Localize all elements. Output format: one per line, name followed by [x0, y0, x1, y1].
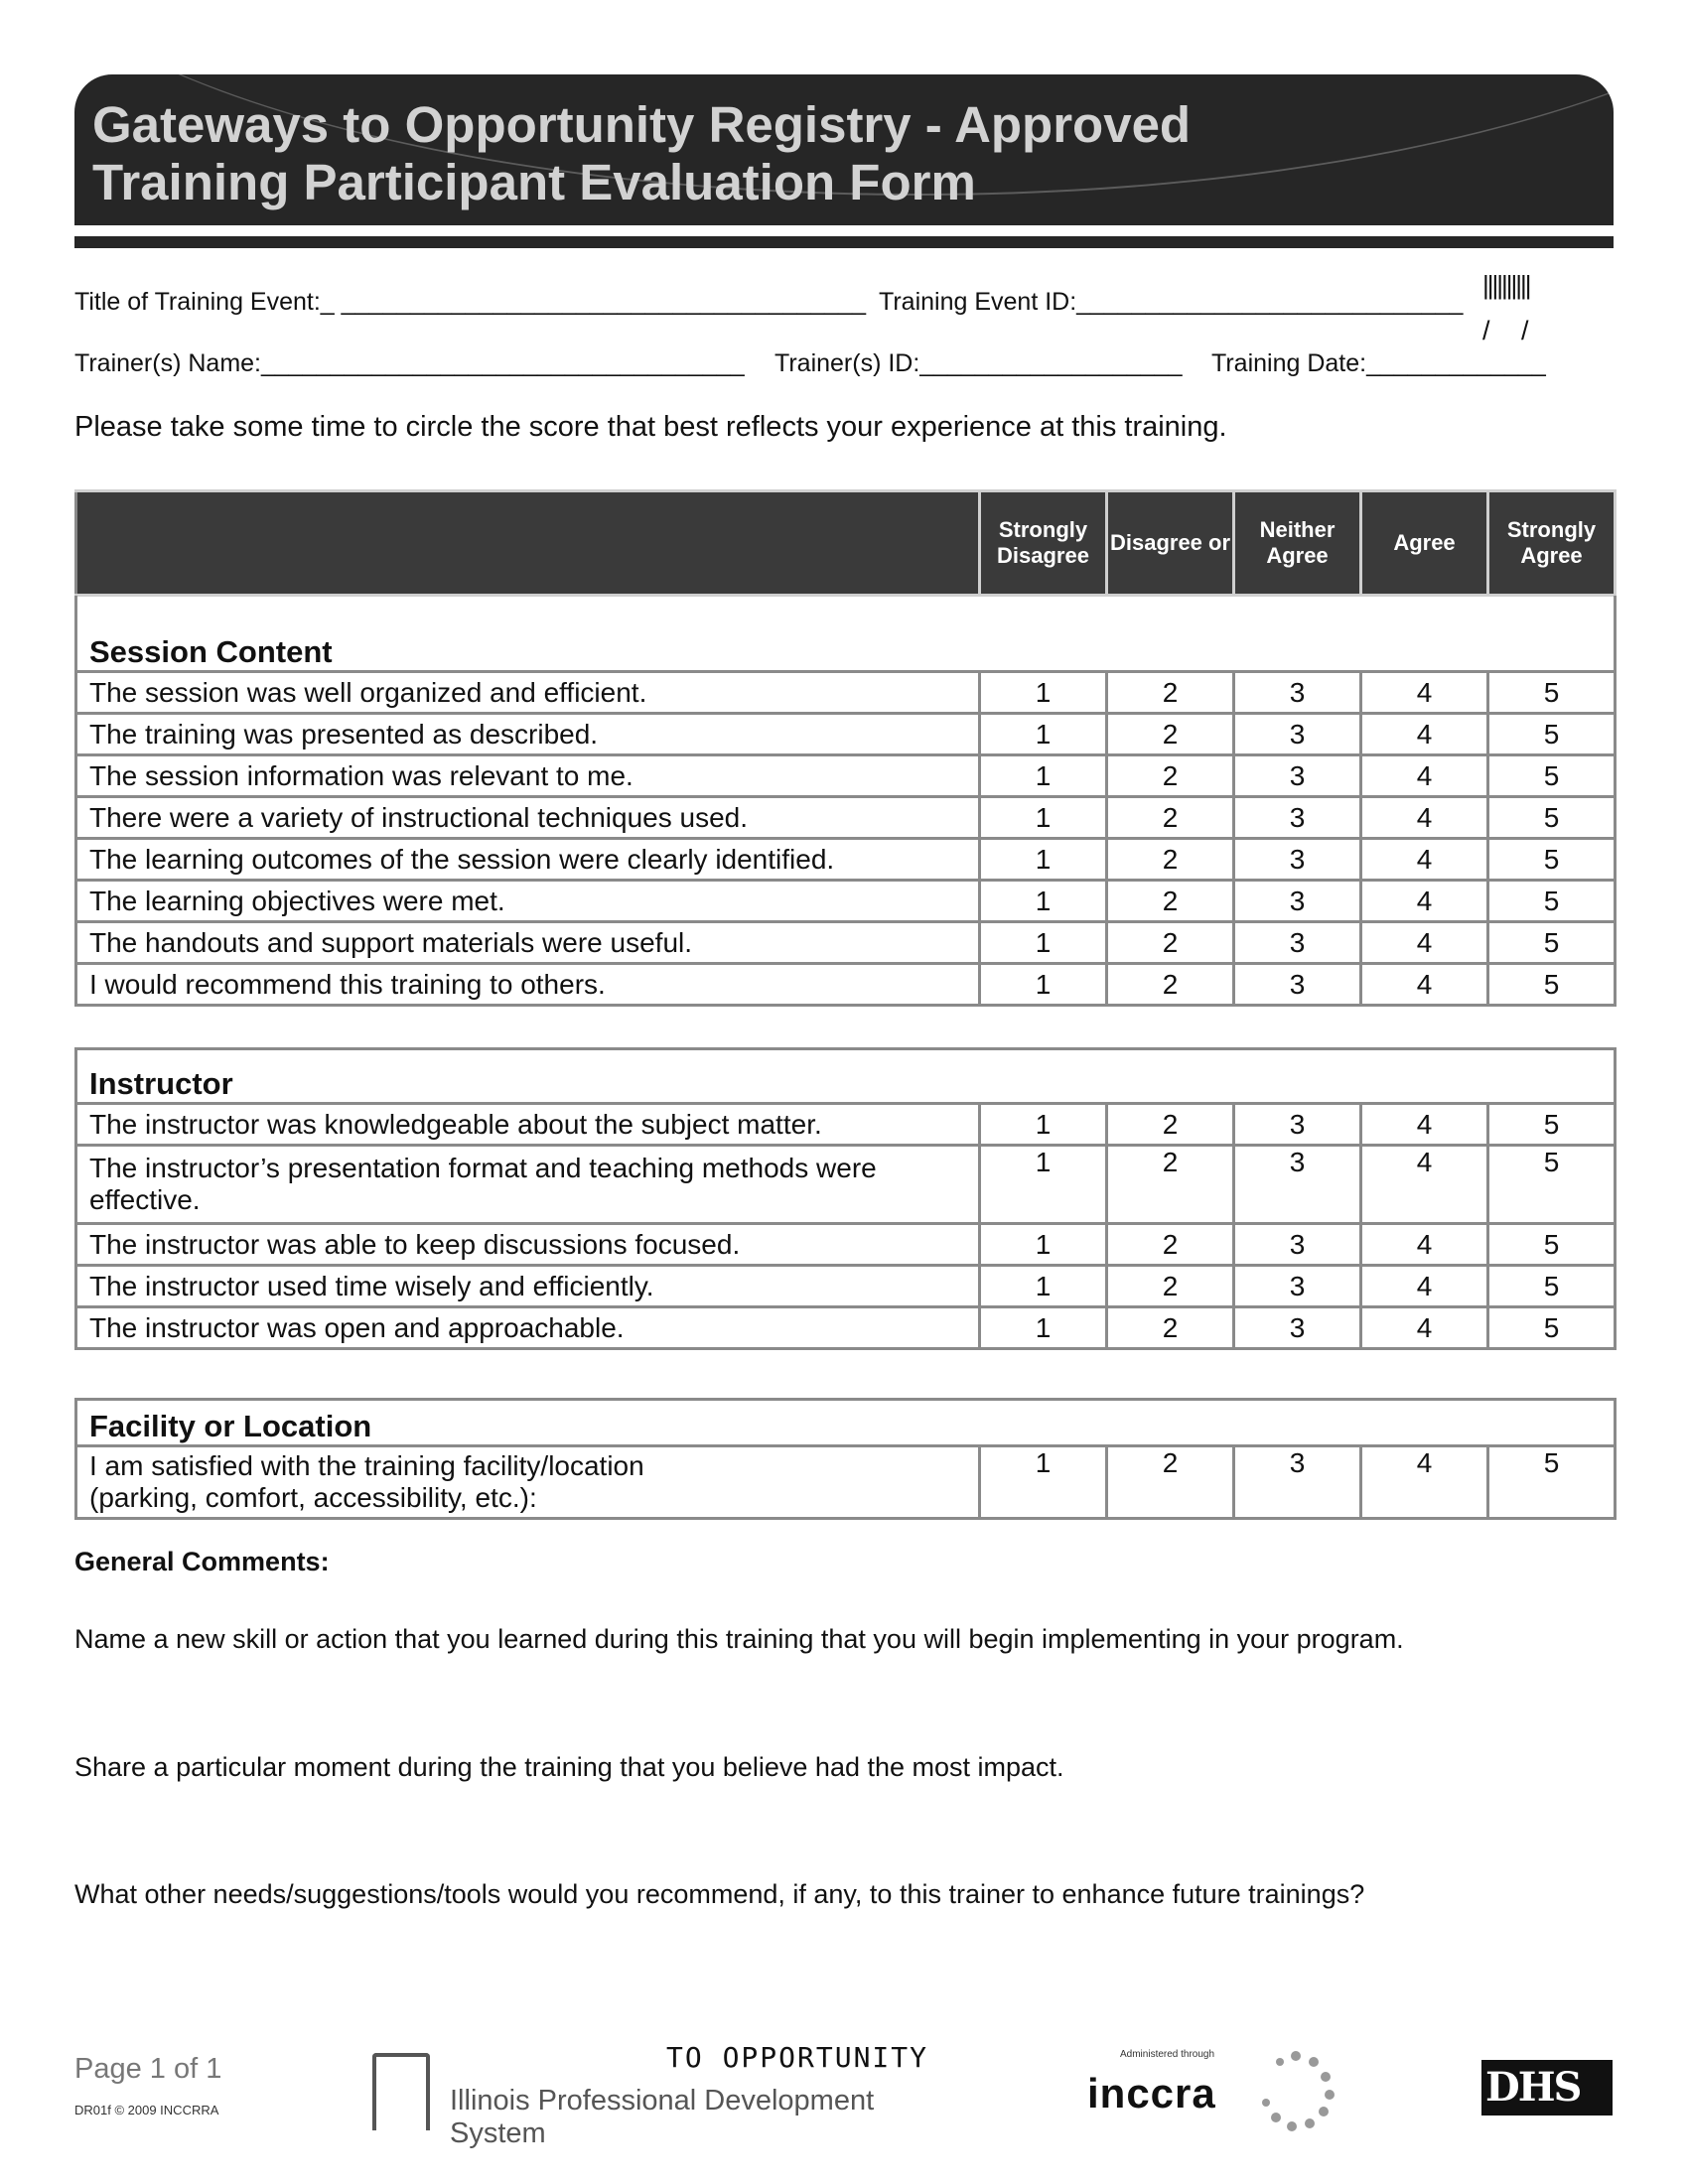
- score-option[interactable]: 2: [1107, 922, 1234, 964]
- score-option[interactable]: 1: [980, 714, 1107, 755]
- form-title: [92, 96, 1191, 211]
- score-option[interactable]: 2: [1107, 797, 1234, 839]
- section-title: Session Content: [76, 596, 1616, 672]
- score-option[interactable]: 5: [1488, 881, 1616, 922]
- score-option[interactable]: 5: [1488, 1146, 1616, 1224]
- score-option[interactable]: 4: [1361, 1307, 1488, 1349]
- score-option[interactable]: 2: [1107, 1104, 1234, 1146]
- score-option[interactable]: 3: [1234, 755, 1361, 797]
- header-banner: [74, 74, 1614, 225]
- logo-tagline: TO OPPORTUNITY: [666, 2041, 929, 2074]
- score-option[interactable]: 2: [1107, 964, 1234, 1006]
- gateways-logo: [372, 2041, 929, 2149]
- header-strongly-disagree: Strongly Disagree: [980, 491, 1107, 596]
- section-title: Instructor: [76, 1049, 1616, 1104]
- date-slashes: / /: [1482, 316, 1529, 345]
- score-option[interactable]: 5: [1488, 1104, 1616, 1146]
- score-option[interactable]: 2: [1107, 714, 1234, 755]
- statement-cell: The instructor’s presentation format and teaching methods were effective.: [76, 1146, 980, 1224]
- header-disagree: Disagree or: [1107, 491, 1234, 596]
- score-option[interactable]: 2: [1107, 1224, 1234, 1266]
- score-option[interactable]: 3: [1234, 1446, 1361, 1519]
- score-option[interactable]: 4: [1361, 881, 1488, 922]
- score-option[interactable]: 5: [1488, 922, 1616, 964]
- table-row: [76, 964, 1616, 1006]
- statement-text: I am satisfied with the training facility/location: [89, 1450, 644, 1481]
- dots-ring-icon: [1256, 2048, 1337, 2133]
- statement-cell: The handouts and support materials were useful.: [76, 922, 980, 964]
- score-option[interactable]: 5: [1488, 1307, 1616, 1349]
- training-event-title-field[interactable]: Title of Training Event:_ ______________________________________: [74, 288, 866, 316]
- score-option[interactable]: 5: [1488, 964, 1616, 1006]
- table-row: [76, 672, 1616, 714]
- statement-cell: The session information was relevant to me.: [76, 755, 980, 797]
- title-line-2: Training Participant Evaluation Form: [92, 154, 976, 210]
- comment-question-2: Share a particular moment during the training that you believe had the most impact.: [74, 1752, 1064, 1782]
- statement-cell: There were a variety of instructional techniques used.: [76, 797, 980, 839]
- facility-table: [74, 1398, 1617, 1520]
- table-row: [76, 839, 1616, 881]
- table-row: [76, 1307, 1616, 1349]
- score-option[interactable]: 2: [1107, 755, 1234, 797]
- instructions: Please take some time to circle the score that best reflects your experience at this training.: [74, 411, 1227, 443]
- session-content-rows: [76, 672, 1616, 1006]
- training-date-field[interactable]: Training Date:_____________: [1211, 349, 1546, 377]
- logo-small-text: Administered through: [1120, 2049, 1215, 2060]
- score-option[interactable]: 4: [1361, 964, 1488, 1006]
- score-option[interactable]: 5: [1488, 839, 1616, 881]
- score-option[interactable]: 1: [980, 672, 1107, 714]
- header-agree: Agree: [1361, 491, 1488, 596]
- score-option[interactable]: 1: [980, 797, 1107, 839]
- header-blank-cell: [76, 491, 980, 596]
- score-option[interactable]: 4: [1361, 1146, 1488, 1224]
- score-option[interactable]: 3: [1234, 1307, 1361, 1349]
- score-option[interactable]: 1: [980, 1446, 1107, 1519]
- score-option[interactable]: 1: [980, 755, 1107, 797]
- statement-cell: The session was well organized and efficient.: [76, 672, 980, 714]
- general-comments-title: General Comments:: [74, 1547, 330, 1576]
- score-option[interactable]: 1: [980, 1266, 1107, 1307]
- header-neither: Neither Agree: [1234, 491, 1361, 596]
- section-title: Facility or Location: [76, 1400, 1616, 1446]
- score-option[interactable]: 4: [1361, 755, 1488, 797]
- training-event-id-field[interactable]: Training Event ID:____________________________: [879, 288, 1464, 316]
- statement-cell: The instructor used time wisely and efficiently.: [76, 1266, 980, 1307]
- score-option[interactable]: 4: [1361, 1224, 1488, 1266]
- table-row: [76, 1446, 1616, 1519]
- instructor-table: [74, 1047, 1617, 1350]
- header-strongly-agree: Strongly Agree: [1488, 491, 1616, 596]
- trainer-name-field[interactable]: Trainer(s) Name:___________________________________: [74, 349, 745, 377]
- score-option[interactable]: 2: [1107, 1446, 1234, 1519]
- score-option[interactable]: 1: [980, 1224, 1107, 1266]
- statement-cell: [76, 1446, 980, 1519]
- score-option[interactable]: 5: [1488, 672, 1616, 714]
- table-row: [76, 1104, 1616, 1146]
- score-option[interactable]: 3: [1234, 964, 1361, 1006]
- score-option[interactable]: 2: [1107, 672, 1234, 714]
- score-option[interactable]: 3: [1234, 1146, 1361, 1224]
- score-option[interactable]: 3: [1234, 1224, 1361, 1266]
- score-option[interactable]: 1: [980, 1146, 1107, 1224]
- scale-header: [74, 489, 1617, 597]
- score-option[interactable]: 1: [980, 964, 1107, 1006]
- score-option[interactable]: 1: [980, 881, 1107, 922]
- arch-icon: [372, 2053, 430, 2130]
- score-option[interactable]: 1: [980, 1307, 1107, 1349]
- score-option[interactable]: 3: [1234, 797, 1361, 839]
- form-code: DR01f © 2009 INCCRRA: [74, 2103, 219, 2117]
- table-row: [76, 1224, 1616, 1266]
- score-option[interactable]: 5: [1488, 797, 1616, 839]
- score-option[interactable]: 4: [1361, 839, 1488, 881]
- instructor-rows: [76, 1104, 1616, 1349]
- score-option[interactable]: 1: [980, 922, 1107, 964]
- table-row: [76, 755, 1616, 797]
- score-option[interactable]: 3: [1234, 714, 1361, 755]
- score-option[interactable]: 3: [1234, 839, 1361, 881]
- score-option[interactable]: 5: [1488, 755, 1616, 797]
- statement-cell: The instructor was open and approachable.: [76, 1307, 980, 1349]
- session-content-table: [74, 596, 1617, 1007]
- table-row: [76, 797, 1616, 839]
- score-option[interactable]: 5: [1488, 714, 1616, 755]
- statement-cell: I would recommend this training to others.: [76, 964, 980, 1006]
- inccrra-logo: [1087, 2040, 1340, 2139]
- score-option[interactable]: 3: [1234, 881, 1361, 922]
- score-option[interactable]: 4: [1361, 672, 1488, 714]
- score-option[interactable]: 2: [1107, 1146, 1234, 1224]
- table-row: [76, 881, 1616, 922]
- score-option[interactable]: 5: [1488, 1266, 1616, 1307]
- statement-cell: The instructor was able to keep discussions focused.: [76, 1224, 980, 1266]
- score-option[interactable]: 3: [1234, 1104, 1361, 1146]
- score-option[interactable]: 4: [1361, 1266, 1488, 1307]
- score-option[interactable]: 5: [1488, 1224, 1616, 1266]
- header-rule: [74, 236, 1614, 248]
- statement-cell: The learning objectives were met.: [76, 881, 980, 922]
- score-option[interactable]: 4: [1361, 797, 1488, 839]
- title-line-1: Gateways to Opportunity Registry - Approved: [92, 96, 1192, 153]
- score-option[interactable]: 2: [1107, 1307, 1234, 1349]
- score-option[interactable]: 4: [1361, 922, 1488, 964]
- page-number: Page 1 of 1: [74, 2053, 222, 2085]
- score-option[interactable]: 2: [1107, 839, 1234, 881]
- statement-note: (parking, comfort, accessibility, etc.):: [89, 1482, 537, 1513]
- table-row: [76, 714, 1616, 755]
- statement-cell: The instructor was knowledgeable about the subject matter.: [76, 1104, 980, 1146]
- score-option[interactable]: 4: [1361, 1104, 1488, 1146]
- statement-cell: The learning outcomes of the session were clearly identified.: [76, 839, 980, 881]
- comment-question-1: Name a new skill or action that you learned during this training that you will begin implementing in your program.: [74, 1624, 1404, 1654]
- logo-name: DHS: [1485, 2064, 1581, 2111]
- score-option[interactable]: 4: [1361, 714, 1488, 755]
- score-option[interactable]: 1: [980, 839, 1107, 881]
- dhs-logo: [1481, 2060, 1613, 2116]
- comment-question-3: What other needs/suggestions/tools would you recommend, if any, to this trainer to enhance future trainings?: [74, 1879, 1365, 1909]
- score-option[interactable]: 2: [1107, 881, 1234, 922]
- statement-cell: The training was presented as described.: [76, 714, 980, 755]
- trainer-id-field[interactable]: Trainer(s) ID:___________________: [774, 349, 1183, 377]
- score-option[interactable]: 2: [1107, 1266, 1234, 1307]
- table-row: [76, 1266, 1616, 1307]
- table-row: [76, 922, 1616, 964]
- logo-name: inccra: [1087, 2070, 1216, 2116]
- score-option[interactable]: 3: [1234, 672, 1361, 714]
- logo-name: Illinois Professional Development System: [450, 2085, 875, 2149]
- score-option[interactable]: 3: [1234, 1266, 1361, 1307]
- table-row: [76, 1146, 1616, 1224]
- score-option[interactable]: 3: [1234, 922, 1361, 964]
- score-option[interactable]: 5: [1488, 1446, 1616, 1519]
- score-option[interactable]: 4: [1361, 1446, 1488, 1519]
- score-option[interactable]: 1: [980, 1104, 1107, 1146]
- barcode: ||||||||||: [1482, 270, 1530, 300]
